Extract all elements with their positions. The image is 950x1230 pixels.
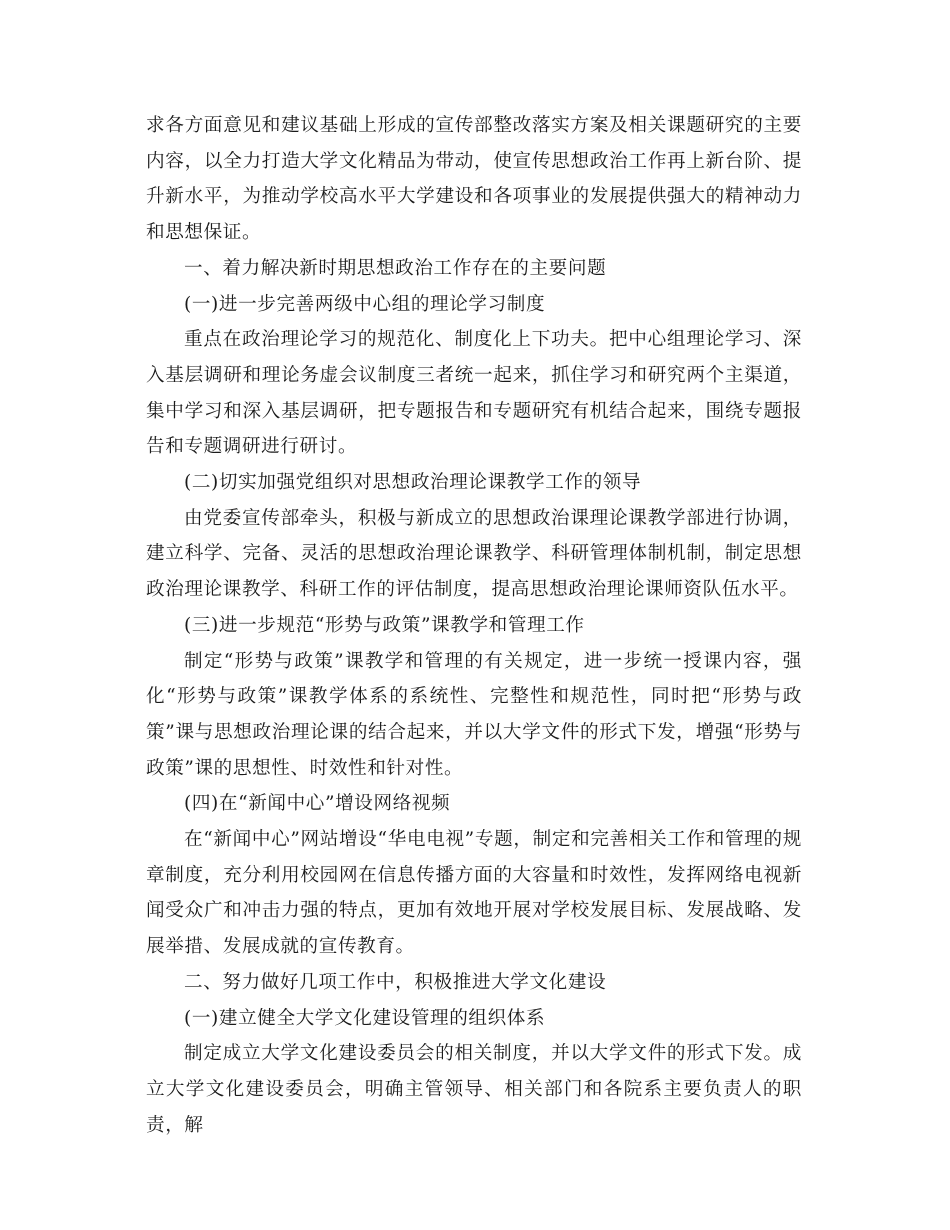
- document-body: [146, 108, 802, 1143]
- paragraph-1-4: 在“新闻中心”网站增设“华电电视”专题，制定和完善相关工作和管理的规章制度，充分利用校园网在信息传播方面的大容量和时效性，发挥网络电视新闻受众广和冲击力强的特点，更加有效地开展对学校发展目标、发展战略、发展举措、发展成就的宣传教育。: [146, 829, 802, 958]
- paragraph-1-3: 制定“形势与政策”课教学和管理的有关规定，进一步统一授课内容，强化“形势与政策”课教学体系的系统性、完整性和规范性，同时把“形势与政策”课与思想政治理论课的结合起来，并以大学文件的形式下发，增强“形势与政策”课的思想性、时效性和针对性。: [146, 650, 802, 779]
- paragraph-1-2: 由党委宣传部牵头，积极与新成立的思想政治课理论课教学部进行协调，建立科学、完备、灵活的思想政治理论课教学、科研管理体制机制，制定思想政治理论课教学、科研工作的评估制度，提高思想政治理论课师资队伍水平。: [146, 507, 802, 601]
- subsection-heading-2-1: (一)建立健全大学文化建设管理的组织体系: [184, 1007, 546, 1029]
- paragraph-1-1: 重点在政治理论学习的规范化、制度化上下功夫。把中心组理论学习、深入基层调研和理论务虚会议制度三者统一起来，抓住学习和研究两个主渠道，集中学习和深入基层调研，把专题报告和专题研究有机结合起来，围绕专题报告和专题调研进行研讨。: [146, 329, 802, 458]
- section-heading-1: 一、着力解决新时期思想政治工作存在的主要问题: [184, 257, 607, 279]
- paragraph-intro-continuation: 求各方面意见和建议基础上形成的宣传部整改落实方案及相关课题研究的主要内容，以全力打造大学文化精品为带动，使宣传思想政治工作再上新台阶、提升新水平，为推动学校高水平大学建设和各项事业的发展提供强大的精神动力和思想保证。: [146, 115, 802, 244]
- section-heading-2: 二、努力做好几项工作中，积极推进大学文化建设: [184, 971, 607, 993]
- subsection-heading-1-1: (一)进一步完善两级中心组的理论学习制度: [184, 293, 546, 315]
- subsection-heading-1-4: (四)在“新闻中心”增设网络视频: [184, 793, 451, 815]
- subsection-heading-1-2: (二)切实加强党组织对思想政治理论课教学工作的领导: [184, 472, 642, 494]
- subsection-heading-1-3: (三)进一步规范“形势与政策”课教学和管理工作: [184, 614, 585, 636]
- paragraph-2-1: 制定成立大学文化建设委员会的相关制度，并以大学文件的形式下发。成立大学文化建设委员会，明确主管领导、相关部门和各院系主要负责人的职责，解: [146, 1043, 802, 1136]
